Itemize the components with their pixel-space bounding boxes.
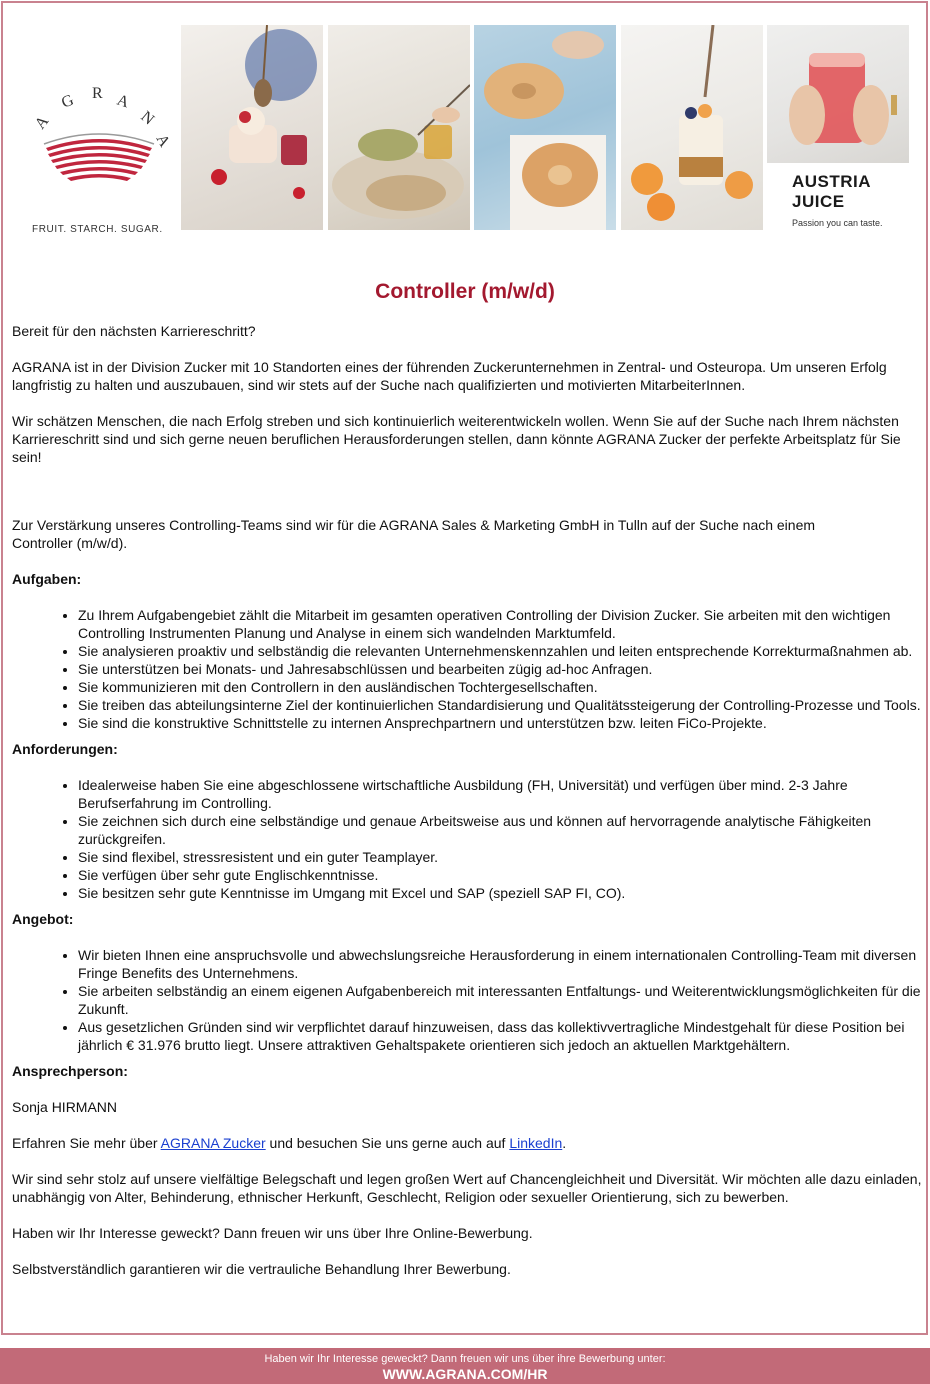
list-item: • Wir bieten Ihnen eine anspruchsvolle und abwechslungsreiche Herausforderung in einem internationalen Controlling-Team mit diversen Fringe Benefits des Unternehmens. bbox=[78, 946, 922, 982]
offer-heading: Angebot: bbox=[12, 911, 74, 927]
intro-question: Bereit für den nächsten Karriereschritt? bbox=[12, 323, 256, 339]
list-item: • Sie unterstützen bei Monats- und Jahresabschlüssen und bearbeiten zügig ad-hoc Anfragen. bbox=[78, 660, 922, 678]
svg-text:A: A bbox=[31, 112, 53, 133]
interest-text: Haben wir Ihr Interesse geweckt? Dann freuen wir uns über Ihre Online-Bewerbung. bbox=[12, 1225, 533, 1241]
job-description bbox=[12, 322, 922, 1296]
job-title: Controller (m/w/d) bbox=[375, 280, 555, 303]
svg-text:R: R bbox=[92, 85, 103, 102]
requirements-list bbox=[12, 776, 922, 902]
photo-nuts bbox=[328, 25, 470, 230]
header-banner bbox=[12, 22, 917, 235]
offer-list bbox=[12, 946, 922, 1054]
intro-paragraph-2: Wir schätzen Menschen, die nach Erfolg streben und sich kontinuierlich weiterentwickeln wollen. Wenn Sie auf der Suche nach Ihrem nächsten Karriereschritt sind und sich gerne neuen beruflichen Herausforderungen stellen, dann könnte AGRANA Zucker der perfekte Arbeitsplatz für Sie sein! bbox=[12, 413, 901, 465]
more-info-middle: und besuchen Sie uns gerne auch auf bbox=[265, 1135, 510, 1151]
tasks-list bbox=[12, 606, 922, 732]
list-item: • Aus gesetzlichen Gründen sind wir verpflichtet darauf hinzuweisen, dass das kollektivvertragliche Mindestgehalt für diese Position bei jährlich € 31.976 brutto liegt. Unsere attraktiven Gehaltspakete orientieren sich jedoch an aktuellen Marktgehältern. bbox=[78, 1018, 922, 1054]
photo-parfait bbox=[621, 25, 763, 230]
svg-text:A: A bbox=[114, 91, 132, 112]
requirements-heading: Anforderungen: bbox=[12, 741, 118, 757]
list-item: • Sie besitzen sehr gute Kenntnisse im Umgang mit Excel und SAP (speziell SAP FI, CO). bbox=[78, 884, 922, 902]
list-item: • Sie sind die konstruktive Schnittstelle zu internen Ansprechpartnern und unterstützen bzw. leiten FiCo-Projekte. bbox=[78, 714, 922, 732]
austria-juice-line2: JUICE bbox=[792, 192, 845, 211]
tasks-heading: Aufgaben: bbox=[12, 571, 82, 587]
logo-tagline: FRUIT. STARCH. SUGAR. bbox=[32, 224, 163, 235]
svg-text:A: A bbox=[152, 131, 174, 151]
list-item: • Zu Ihrem Aufgabengebiet zählt die Mitarbeit im gesamten operativen Controlling der Division Zucker. Sie arbeiten mit den wichtigen Controlling Instrumenten Planung und Analyse in einem sich wandelnden Marktumfeld. bbox=[78, 606, 922, 642]
photo-juice bbox=[767, 25, 909, 163]
linkedin-link[interactable]: LinkedIn bbox=[509, 1135, 563, 1151]
more-info-prefix: Erfahren Sie mehr über bbox=[12, 1135, 161, 1151]
footer-text: Haben wir Ihr Interesse geweckt? Dann freuen wir uns über ihre Bewerbung unter: bbox=[264, 1353, 666, 1365]
austria-juice-line1: AUSTRIA bbox=[792, 172, 872, 191]
list-item: • Idealerweise haben Sie eine abgeschlossene wirtschaftliche Ausbildung (FH, Universität) und verfügen über mind. 2-3 Jahre Berufserfahrung im Controlling. bbox=[78, 776, 922, 812]
agrana-zucker-link[interactable]: AGRANA Zucker bbox=[160, 1135, 266, 1151]
austria-juice-tagline: Passion you can taste. bbox=[792, 218, 883, 228]
austria-juice-logo bbox=[792, 172, 912, 228]
list-item: • Sie analysieren proaktiv und selbständig die relevanten Unternehmenskennzahlen und leiten entsprechende Korrekturmaßnahmen ab. bbox=[78, 642, 922, 660]
intro-paragraph-3: Zur Verstärkung unseres Controlling-Teams sind wir für die AGRANA Sales & Marketing GmbH in Tulln auf der Suche nach einem Controller (m/w/d). bbox=[12, 517, 816, 551]
intro-paragraph-1: AGRANA ist in der Division Zucker mit 10 Standorten eines der führenden Zuckerunternehmen in Zentral- und Osteuropa. Um unseren Erfolg langfristig zu halten und auszubauen, sind wir stets auf der Suche nach qualifizierten und motivierten MitarbeiterInnen. bbox=[12, 359, 887, 393]
contact-name: Sonja HIRMANN bbox=[12, 1099, 118, 1115]
agrana-logo-mark bbox=[24, 78, 174, 188]
photo-donut bbox=[474, 25, 616, 230]
list-item: • Sie arbeiten selbständig an einem eigenen Aufgabenbereich mit interessanten Entfaltungs- und Weiterentwicklungsmöglichkeiten für die Zukunft. bbox=[78, 982, 922, 1018]
confidentiality-text: Selbstverständlich garantieren wir die vertrauliche Behandlung Ihrer Bewerbung. bbox=[12, 1261, 511, 1277]
more-info-suffix: . bbox=[562, 1135, 567, 1151]
diversity-statement: Wir sind sehr stolz auf unsere vielfältige Belegschaft und legen großen Wert auf Chancengleichheit und Diversität. Wir möchten alle dazu einladen, unabhängig von Alter, Behinderung, ethnischer Herkunft, Geschlecht, Religion oder sexueller Orientierung, sich zu bewerben. bbox=[12, 1171, 922, 1205]
footer-url[interactable]: WWW.AGRANA.COM/HR bbox=[382, 1366, 548, 1382]
photo-dessert bbox=[181, 25, 323, 230]
svg-text:N: N bbox=[137, 108, 158, 129]
list-item: • Sie sind flexibel, stressresistent und ein guter Teamplayer. bbox=[78, 848, 922, 866]
agrana-logo bbox=[24, 78, 174, 235]
footer-bar bbox=[0, 1348, 930, 1384]
contact-heading: Ansprechperson: bbox=[12, 1063, 128, 1079]
svg-text:G: G bbox=[59, 91, 77, 112]
list-item: • Sie verfügen über sehr gute Englischkenntnisse. bbox=[78, 866, 922, 884]
more-info bbox=[12, 1134, 922, 1152]
list-item: • Sie zeichnen sich durch eine selbständige und genaue Arbeitsweise aus und können auf hervorragende analytische Fähigkeiten zurückgreifen. bbox=[78, 812, 922, 848]
list-item: • Sie kommunizieren mit den Controllern in den ausländischen Tochtergesellschaften. bbox=[78, 678, 922, 696]
list-item: • Sie treiben das abteilungsinterne Ziel der kontinuierlichen Standardisierung und Qualitätssteigerung der Controlling-Prozesse und Tools. bbox=[78, 696, 922, 714]
